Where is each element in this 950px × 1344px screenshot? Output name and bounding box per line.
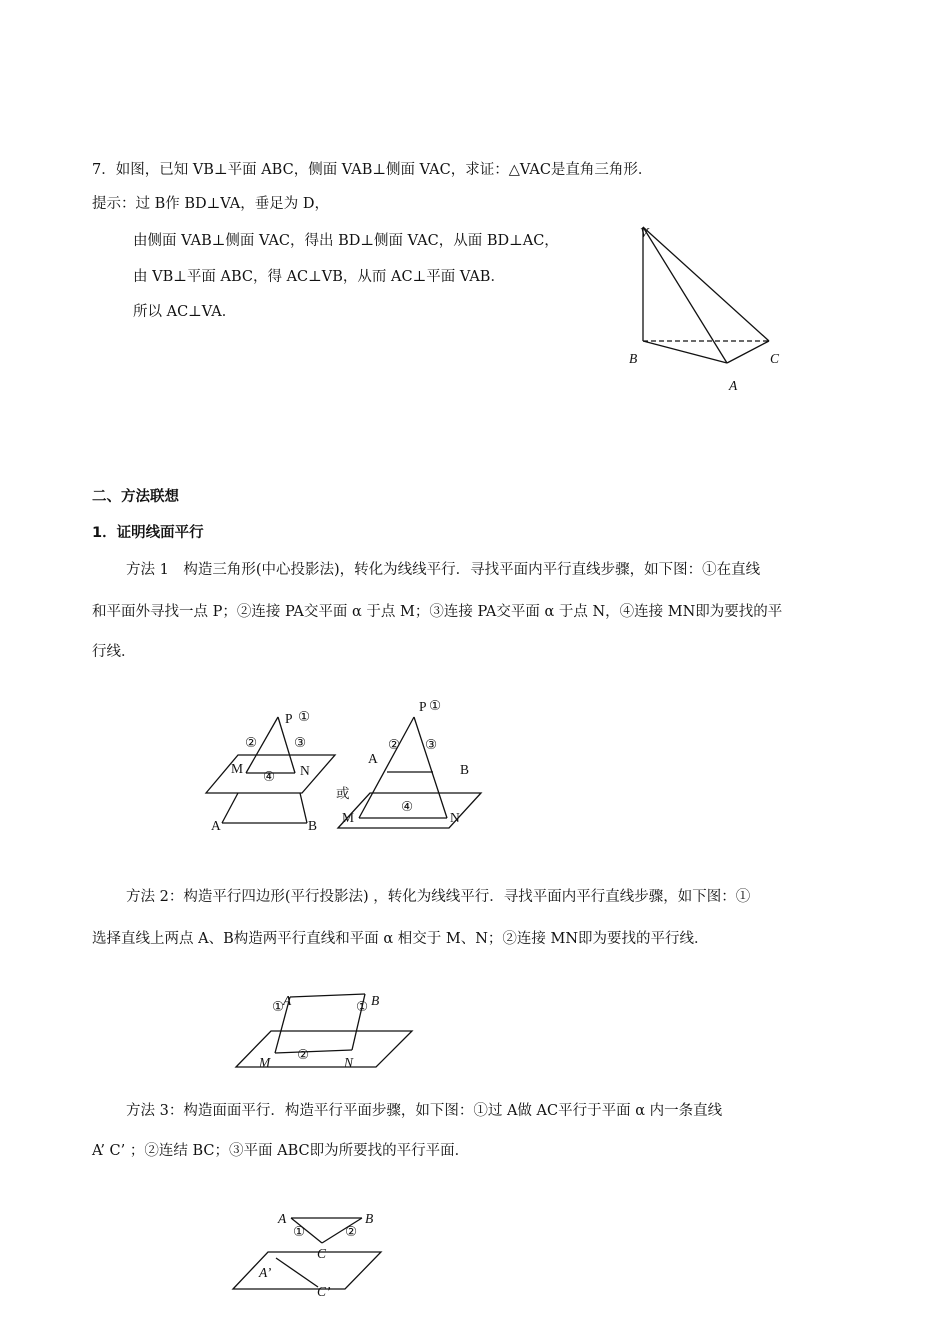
fig2-circle-4: ④ <box>401 799 414 814</box>
hint-title: 提示：过 B作 BD⊥VA，垂足为 D， <box>92 196 329 212</box>
method3-line-1: 方法 3：构造面面平行．构造平行平面步骤，如下图：①过 A做 AC平行于平面 α 内一条直线 <box>126 1103 723 1119</box>
method1-line-3: 行线． <box>92 644 136 660</box>
fig1-label-a: A <box>211 818 221 833</box>
fig3-label-m: M <box>259 1055 271 1070</box>
fig4-label-c: C <box>317 1246 327 1261</box>
method2-line-1: 方法 2：构造平行四边形(平行投影法) ，转化为线线平行．寻找平面内平行直线步骤，如下图：① <box>126 889 751 905</box>
problem-7-statement: 7．如图，已知 VB⊥平面 ABC，侧面 VAB⊥侧面 VAC，求证：△VAC是直角三角形． <box>92 162 653 178</box>
fig3-circle-1b: ① <box>356 999 369 1014</box>
label-b: B <box>629 351 638 366</box>
fig4-label-b: B <box>365 1211 374 1226</box>
hint-line-3: 所以 AC⊥VA． <box>133 304 237 320</box>
fig4-label-a: A <box>278 1211 287 1226</box>
fig4-circle-1: ① <box>293 1224 306 1239</box>
fig3-label-a: A <box>283 993 292 1008</box>
hint-line-2: 由 VB⊥平面 ABC，得 AC⊥VB，从而 AC⊥平面 VAB． <box>133 269 505 285</box>
fig1-label-p: P <box>285 711 293 726</box>
fig3-circle-1a: ① <box>272 999 285 1014</box>
fig4-label-a-prime: A’ <box>259 1265 272 1280</box>
or-word: 或 <box>336 786 350 801</box>
fig2-circle-2: ② <box>388 737 401 752</box>
label-c: C <box>770 351 780 366</box>
label-v: V <box>640 225 649 240</box>
method1-line-1: 方法 1 构造三角形(中心投影法)，转化为线线平行．寻找平面内平行直线步骤，如下图：①在直线 <box>126 562 761 578</box>
fig1-label-n: N <box>300 763 310 778</box>
fig1-label-b: B <box>308 818 318 833</box>
fig2-label-a: A <box>368 751 378 766</box>
fig1-circle-3: ③ <box>294 735 307 750</box>
fig2-circle-1: ① <box>429 698 442 713</box>
method2-line-2: 选择直线上两点 A、B构造两平行直线和平面 α 相交于 M、N；②连接 MN即为要找的平行线． <box>92 931 709 947</box>
fig1-circle-4: ④ <box>263 769 276 784</box>
fig2-circle-3: ③ <box>425 737 438 752</box>
label-a: A <box>729 378 738 393</box>
fig4-label-c-prime: C’ <box>317 1284 331 1299</box>
fig1-circle-2: ② <box>245 735 258 750</box>
fig2-label-n: N <box>450 810 460 825</box>
fig3-label-b: B <box>371 993 380 1008</box>
fig3-circle-2: ② <box>297 1047 310 1062</box>
fig1-label-m: M <box>231 761 244 776</box>
tetrahedron-figure <box>643 227 769 363</box>
fig1-circle-1: ① <box>298 709 311 724</box>
fig2-label-b: B <box>460 762 470 777</box>
subsection-heading: 1．证明线面平行 <box>92 525 204 541</box>
section-heading: 二、方法联想 <box>92 489 179 505</box>
hint-line-1: 由侧面 VAB⊥侧面 VAC，得出 BD⊥侧面 VAC，从面 BD⊥AC， <box>133 233 559 249</box>
fig2-label-p: P <box>419 699 427 714</box>
fig2-label-m: M <box>342 810 355 825</box>
fig3-label-n: N <box>344 1055 354 1070</box>
fig4-circle-2: ② <box>345 1224 358 1239</box>
method3-figure <box>233 1218 381 1289</box>
method1-line-2: 和平面外寻找一点 P；②连接 PA交平面 α 于点 M；③连接 PA交平面 α 于点 N，④连接 MN即为要找的平 <box>92 604 783 620</box>
method3-line-2: A’ C’ ；②连结 BC；③平面 ABC即为所要找的平行平面． <box>92 1143 470 1159</box>
